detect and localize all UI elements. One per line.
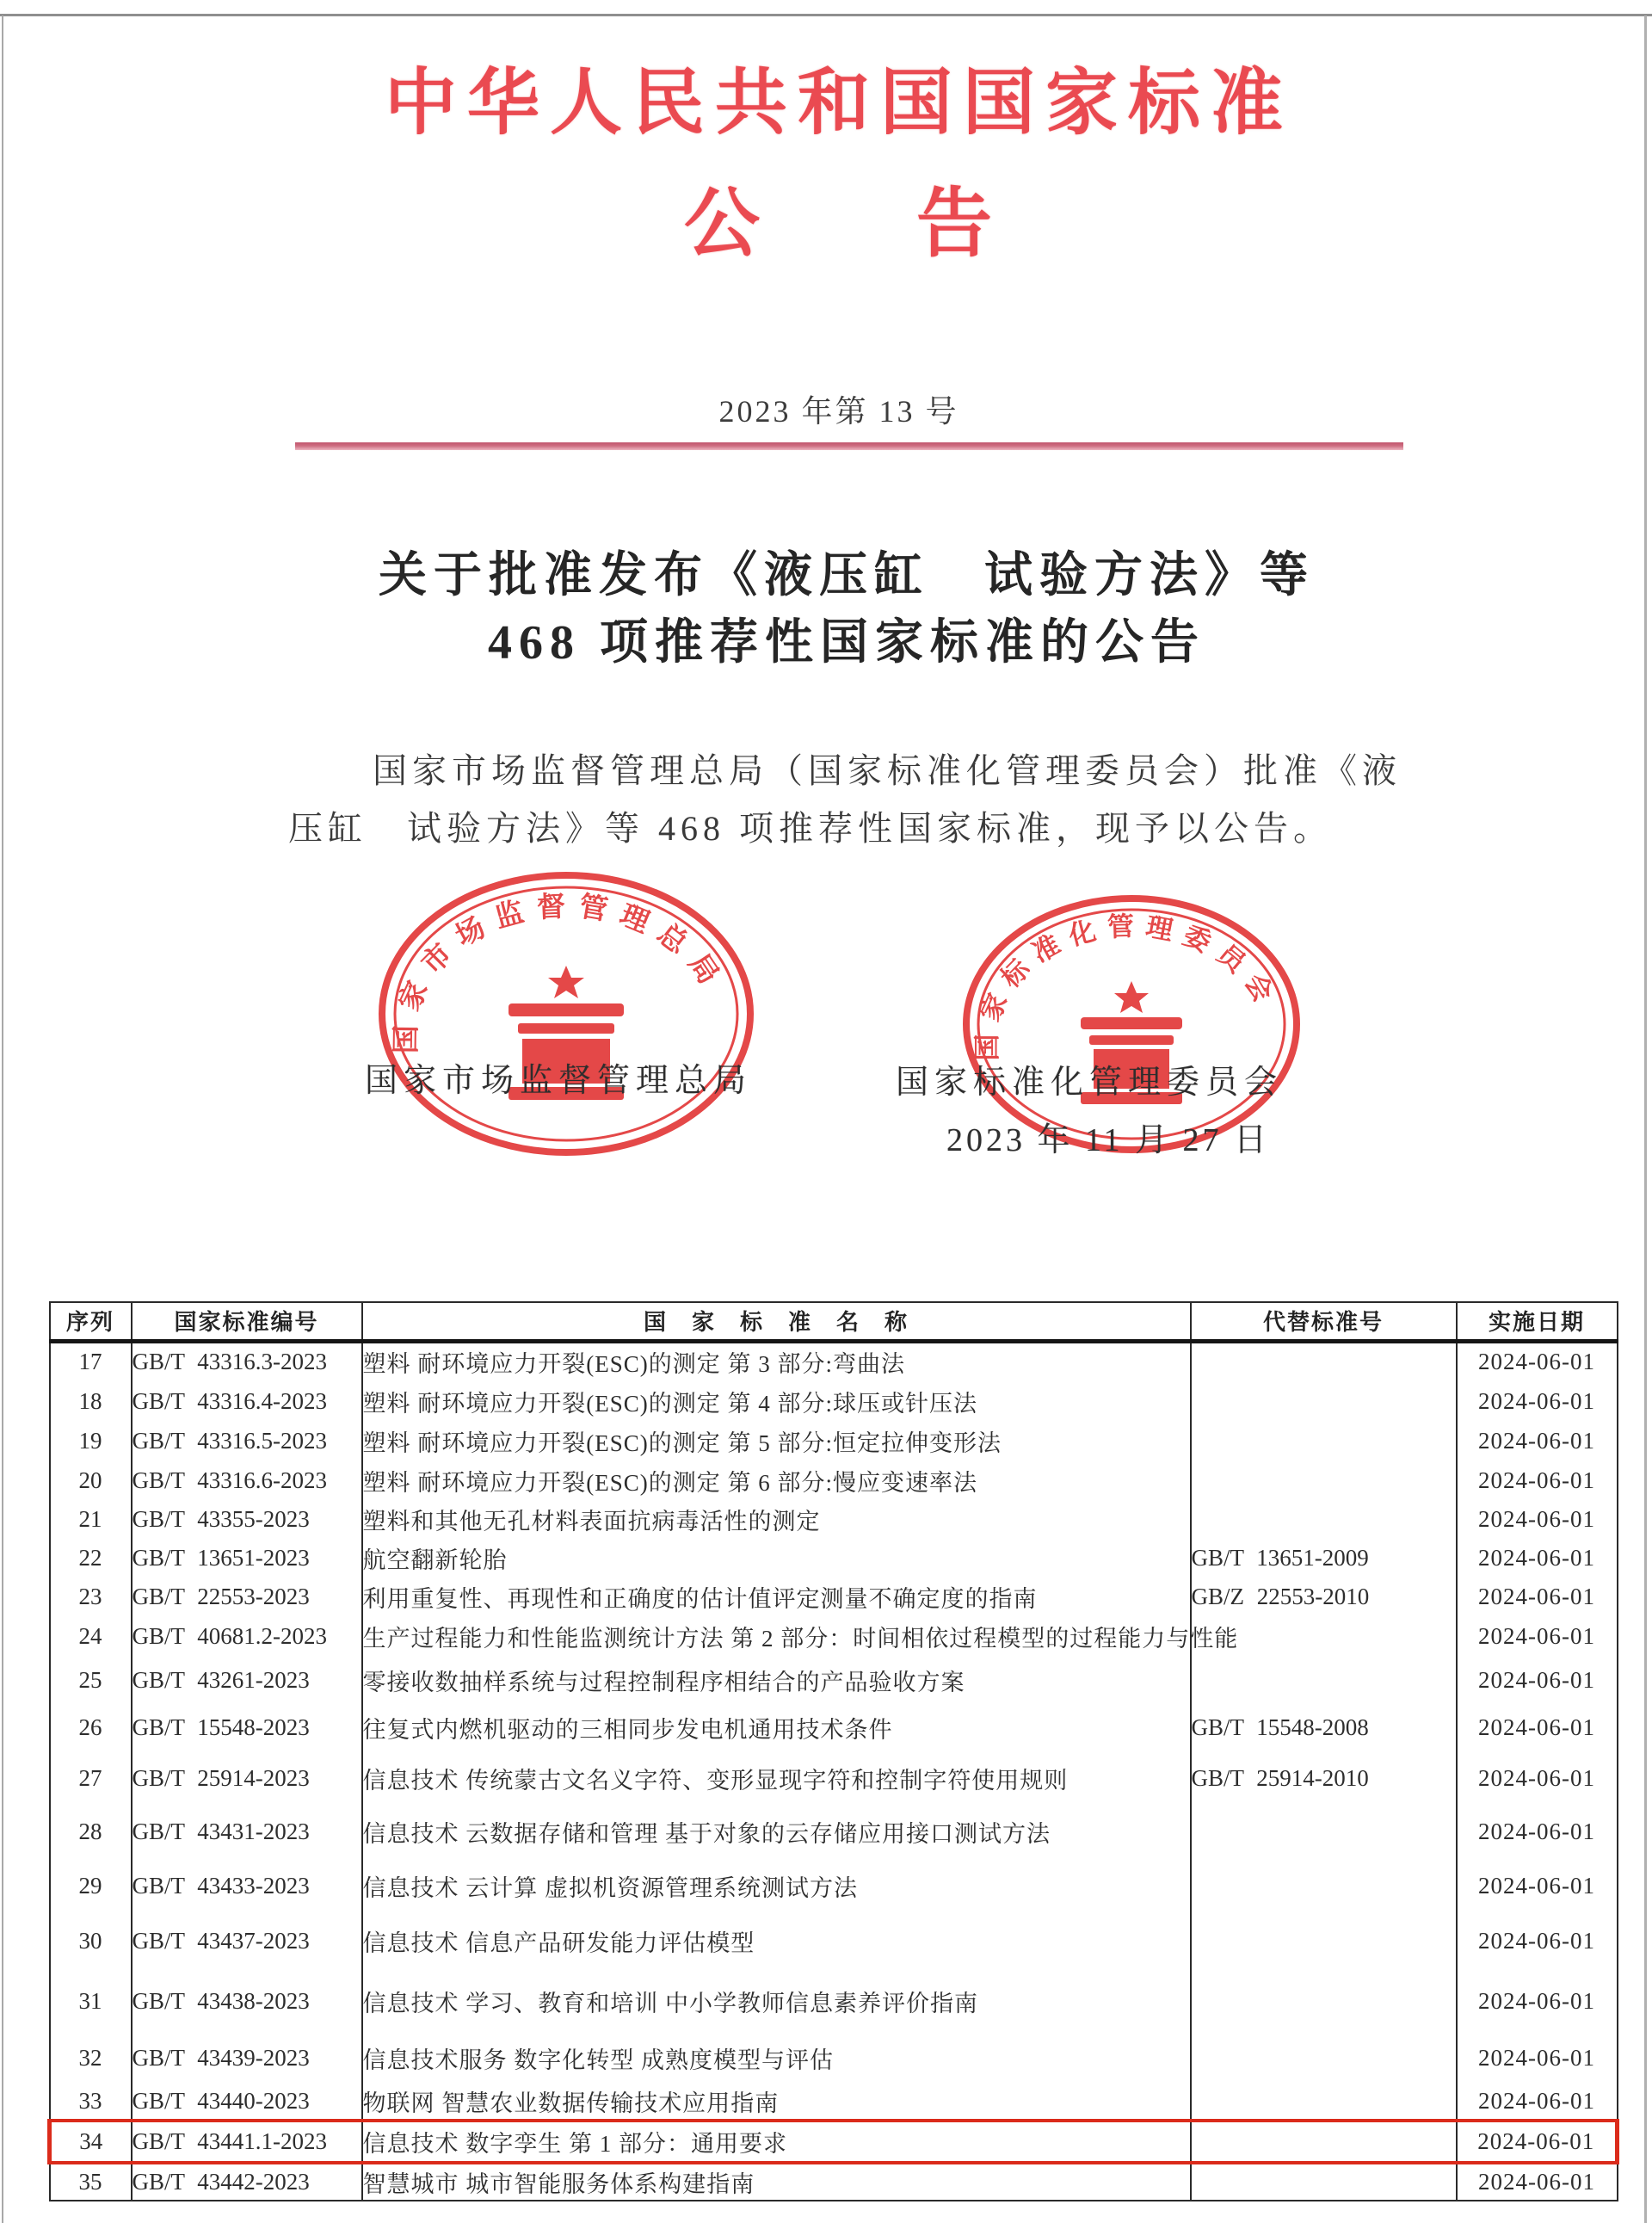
cell-code: GB/T 43433-2023 [132,1859,362,1913]
cell-seq: 17 [50,1341,132,1381]
cell-code: GB/T 43355-2023 [132,1500,362,1539]
cell-replaced [1191,1859,1457,1913]
cell-date: 2024-06-01 [1457,1500,1618,1539]
cell-replaced [1191,1381,1457,1421]
cell-seq: 31 [50,1969,132,2034]
cell-date: 2024-06-01 [1457,2121,1618,2163]
cell-code: GB/T 43431-2023 [132,1804,362,1859]
cell-code: GB/T 25914-2023 [132,1752,362,1804]
cell-date: 2024-06-01 [1457,1969,1618,2034]
cell-date: 2024-06-01 [1457,1859,1618,1913]
red-divider-rule [295,442,1403,450]
cell-code: GB/T 43438-2023 [132,1969,362,2034]
cell-seq: 27 [50,1752,132,1804]
cell-code: GB/T 13651-2023 [132,1539,362,1577]
page-border-left [2,15,3,2223]
cell-seq: 20 [50,1461,132,1500]
cell-replaced [1191,1804,1457,1859]
table-row [50,1752,1618,1804]
cell-replaced [1191,2034,1457,2083]
table-row [50,2034,1618,2083]
seal-ring-text-right: 国家标准化管理委员会 [971,911,1285,1061]
cell-code: GB/T 43442-2023 [132,2163,362,2201]
cell-replaced [1191,2163,1457,2201]
cell-date: 2024-06-01 [1457,1657,1618,1703]
cell-code: GB/T 22553-2023 [132,1577,362,1616]
issue-number: 2023 年第 13 号 [718,394,959,429]
cell-name: 信息技术 云计算 虚拟机资源管理系统测试方法 [362,1859,1191,1913]
cell-date: 2024-06-01 [1457,1703,1618,1752]
cell-date: 2024-06-01 [1457,1461,1618,1500]
seal-ring-text-left: 国家市场监督管理总局 [391,891,731,1054]
cell-date: 2024-06-01 [1457,1381,1618,1421]
notice-heading-line1: 关于批准发布《液压缸 试验方法》等 [379,549,1315,602]
notice-body-line2: 压缸 试验方法》等 468 项推荐性国家标准，现予以公告。 [288,809,1333,848]
cell-seq: 34 [50,2121,132,2163]
table-row [50,1341,1618,1381]
cell-date: 2024-06-01 [1457,2034,1618,2083]
cell-date: 2024-06-01 [1457,1913,1618,1969]
agency-name-right: 国家标准化管理委员会 [895,1065,1283,1101]
cell-replaced [1191,1341,1457,1381]
standards-table-body [50,1341,1618,2201]
cell-seq: 28 [50,1804,132,1859]
cell-name: 航空翻新轮胎 [362,1539,1191,1577]
cell-seq: 35 [50,2163,132,2201]
cell-date: 2024-06-01 [1457,1421,1618,1461]
cell-name: 信息技术 信息产品研发能力评估模型 [362,1913,1191,1969]
agency-name-left: 国家市场监督管理总局 [364,1063,752,1099]
cell-name: 信息技术服务 数字化转型 成熟度模型与评估 [362,2034,1191,2083]
cell-replaced [1191,1421,1457,1461]
table-row [50,1500,1618,1539]
table-row [50,1461,1618,1500]
cell-code: GB/T 43437-2023 [132,1913,362,1969]
announcement-date: 2023 年 11 月 27 日 [946,1122,1271,1158]
table-row [50,1421,1618,1461]
cell-seq: 32 [50,2034,132,2083]
table-row-highlighted [50,2121,1618,2163]
cell-replaced [1191,1913,1457,1969]
cell-code: GB/T 43316.6-2023 [132,1461,362,1500]
cell-replaced: GB/T 15548-2008 [1191,1703,1457,1752]
doc-subtitle: 公 告 [683,183,994,267]
cell-name: 塑料 耐环境应力开裂(ESC)的测定 第 5 部分:恒定拉伸变形法 [362,1421,1191,1461]
cell-code: GB/T 43316.4-2023 [132,1381,362,1421]
cell-seq: 19 [50,1421,132,1461]
cell-seq: 18 [50,1381,132,1421]
cell-seq: 30 [50,1913,132,1969]
cell-seq: 21 [50,1500,132,1539]
table-row [50,1804,1618,1859]
cell-date: 2024-06-01 [1457,1539,1618,1577]
table-row [50,1703,1618,1752]
page-border-right [1644,15,1647,2223]
cell-date: 2024-06-01 [1457,2163,1618,2201]
notice-body-line1: 国家市场监督管理总局（国家标准化管理委员会）批准《液 [373,751,1402,790]
table-row [50,1969,1618,2034]
official-seal-left [375,869,757,1159]
cell-replaced [1191,2083,1457,2121]
page-border-top [0,14,1652,16]
cell-replaced: GB/T 25914-2010 [1191,1752,1457,1804]
cell-name: 塑料 耐环境应力开裂(ESC)的测定 第 4 部分:球压或针压法 [362,1381,1191,1421]
col-header-code: 国家标准编号 [132,1302,362,1341]
cell-code: GB/T 43261-2023 [132,1657,362,1703]
cell-name: 生产过程能力和性能监测统计方法 第 2 部分：时间相依过程模型的过程能力与性能 [362,1616,1191,1657]
cell-replaced: GB/Z 22553-2010 [1191,1577,1457,1616]
table-row [50,1913,1618,1969]
cell-seq: 33 [50,2083,132,2121]
table-row [50,1657,1618,1703]
notice-body [288,742,1458,857]
cell-replaced [1191,1657,1457,1703]
cell-date: 2024-06-01 [1457,2083,1618,2121]
cell-date: 2024-06-01 [1457,1752,1618,1804]
cell-name: 物联网 智慧农业数据传输技术应用指南 [362,2083,1191,2121]
cell-seq: 29 [50,1859,132,1913]
cell-code: GB/T 43316.5-2023 [132,1421,362,1461]
cell-code: GB/T 40681.2-2023 [132,1616,362,1657]
col-header-date: 实施日期 [1457,1302,1618,1341]
cell-name: 利用重复性、再现性和正确度的估计值评定测量不确定度的指南 [362,1577,1191,1616]
cell-name: 零接收数抽样系统与过程控制程序相结合的产品验收方案 [362,1657,1191,1703]
cell-date: 2024-06-01 [1457,1804,1618,1859]
table-row [50,1616,1618,1657]
cell-name: 塑料和其他无孔材料表面抗病毒活性的测定 [362,1500,1191,1539]
cell-date: 2024-06-01 [1457,1341,1618,1381]
table-header-row [50,1302,1618,1341]
notice-heading-line2: 468 项推荐性国家标准的公告 [488,616,1205,670]
cell-name: 信息技术 数字孪生 第 1 部分：通用要求 [362,2121,1191,2163]
cell-replaced [1191,1500,1457,1539]
col-header-replaced: 代替标准号 [1191,1302,1457,1341]
standards-table [47,1301,1619,2201]
cell-replaced [1191,2121,1457,2163]
table-row [50,2083,1618,2121]
cell-seq: 24 [50,1616,132,1657]
doc-title: 中华人民共和国国家标准 [384,64,1293,144]
cell-replaced: GB/T 13651-2009 [1191,1539,1457,1577]
cell-seq: 25 [50,1657,132,1703]
cell-code: GB/T 43439-2023 [132,2034,362,2083]
col-header-seq: 序列 [50,1302,132,1341]
table-row [50,1539,1618,1577]
cell-name: 塑料 耐环境应力开裂(ESC)的测定 第 6 部分:慢应变速率法 [362,1461,1191,1500]
cell-seq: 23 [50,1577,132,1616]
cell-name: 往复式内燃机驱动的三相同步发电机通用技术条件 [362,1703,1191,1752]
cell-code: GB/T 15548-2023 [132,1703,362,1752]
cell-seq: 26 [50,1703,132,1752]
table-row [50,2163,1618,2201]
cell-name: 信息技术 云数据存储和管理 基于对象的云存储应用接口测试方法 [362,1804,1191,1859]
cell-code: GB/T 43440-2023 [132,2083,362,2121]
cell-name: 智慧城市 城市智能服务体系构建指南 [362,2163,1191,2201]
cell-name: 塑料 耐环境应力开裂(ESC)的测定 第 3 部分:弯曲法 [362,1341,1191,1381]
col-header-name: 国 家 标 准 名 称 [362,1302,1191,1341]
table-row [50,1577,1618,1616]
notice-heading [0,542,1652,676]
cell-date: 2024-06-01 [1457,1577,1618,1616]
cell-name: 信息技术 传统蒙古文名义字符、变形显现字符和控制字符使用规则 [362,1752,1191,1804]
table-row [50,1381,1618,1421]
cell-date: 2024-06-01 [1457,1616,1618,1657]
cell-replaced [1191,1969,1457,2034]
cell-code: GB/T 43316.3-2023 [132,1341,362,1381]
cell-replaced [1191,1461,1457,1500]
cell-name: 信息技术 学习、教育和培训 中小学教师信息素养评价指南 [362,1969,1191,2034]
table-row [50,1859,1618,1913]
cell-code: GB/T 43441.1-2023 [132,2121,362,2163]
cell-seq: 22 [50,1539,132,1577]
